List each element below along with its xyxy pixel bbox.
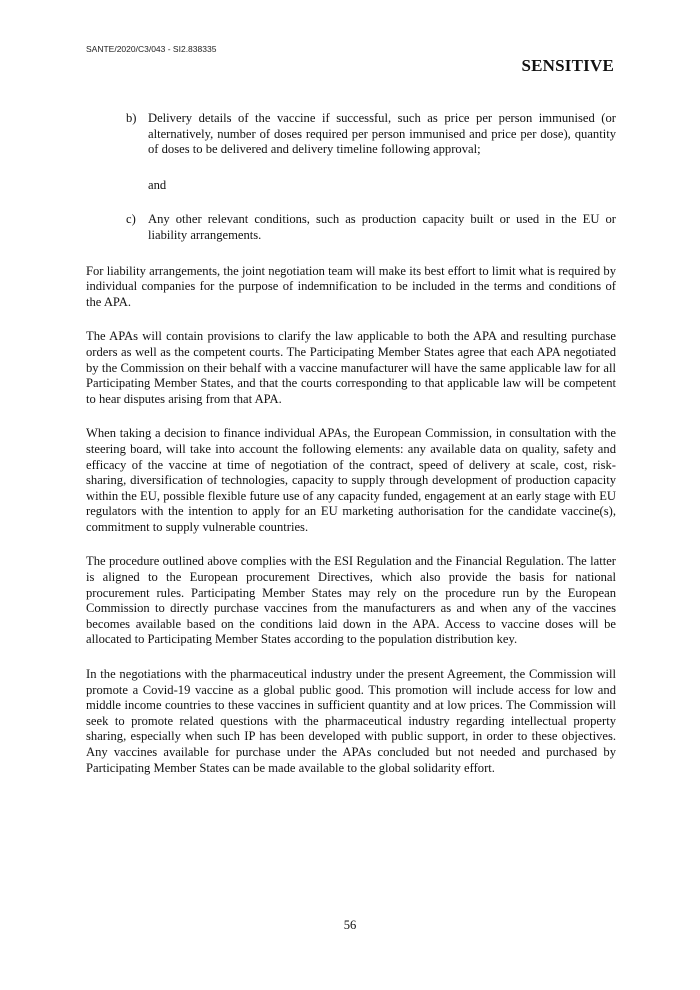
list-marker: c) <box>126 212 136 227</box>
list-item-c <box>86 212 616 243</box>
paragraph-applicable-law: The APAs will contain provisions to clarify the law applicable to both the APA and resulting purchase orders as well as the competent courts. The Participating Member States agree that each APA negotiated by the Commission on their behalf with a vaccine manufacturer will have the same applicable law for all Participating Member States, and that the courts corresponding to that applicable law will be competent to hear disputes arising from that APA. <box>86 329 616 406</box>
paragraph-liability: For liability arrangements, the joint negotiation team will make its best effort to limit what is required by individual companies for the purpose of indemnification to be included in the terms and conditions of the APA. <box>86 263 616 309</box>
list-connector: and <box>148 177 167 192</box>
paragraph-global-public-good: In the negotiations with the pharmaceutical industry under the present Agreement, the Commission will promote a Covid-19 vaccine as a global public good. This promotion will include access for low and middle income countries to these vaccines in sufficient quantity and at low prices. The Commission will seek to promote related questions with the pharmaceutical industry regarding intellectual property sharing, especially when such IP has been developed with public support, in order to these objectives. Any vaccines available for purchase under the APAs concluded but not needed and purchased by Participating Member States can be made available to the global solidarity effort. <box>86 667 616 775</box>
paragraph-procedure: The procedure outlined above complies with the ESI Regulation and the Financial Regulation. The latter is aligned to the European procurement Directives, which also provide the basis for national procurement rules. Participating Member States may rely on the procedure run by the European Commission to directly purchase vaccines from the manufacturers as and when any of the vaccines becomes available based on the conditions laid down in the APA. Access to vaccine doses will be allocated to Participating Member States according to the population distribution key. <box>86 554 616 647</box>
list-item-text: Any other relevant conditions, such as production capacity built or used in the EU or liability arrangements. <box>148 212 616 242</box>
document-reference: SANTE/2020/C3/043 - SI2.838335 <box>86 44 217 54</box>
paragraph-financing-decision: When taking a decision to finance individual APAs, the European Commission, in consultation with the steering board, will take into account the following elements: any available data on quality, safety and efficacy of the vaccine at time of negotiation of the contract, speed of delivery at scale, cost, risk-sharing, diversification of technologies, capacity to supply through development of production capacity within the EU, possible flexible future use of any capacity funded, engagement at an early stage with EU regulators with the intention to apply for an EU marketing authorisation for the candidate vaccine(s), commitment to supply vulnerable countries. <box>86 426 616 534</box>
list-item-text: Delivery details of the vaccine if successful, such as price per person immunised (or alternatively, number of doses required per person immunised and price per dose), quantity of doses to be delivered and delivery timeline following approval; <box>148 111 616 157</box>
sensitivity-marking: SENSITIVE <box>521 56 614 75</box>
list-marker: b) <box>126 111 137 125</box>
page-number: 56 <box>343 918 357 932</box>
list-item-b <box>86 111 616 158</box>
document-body <box>86 111 616 776</box>
